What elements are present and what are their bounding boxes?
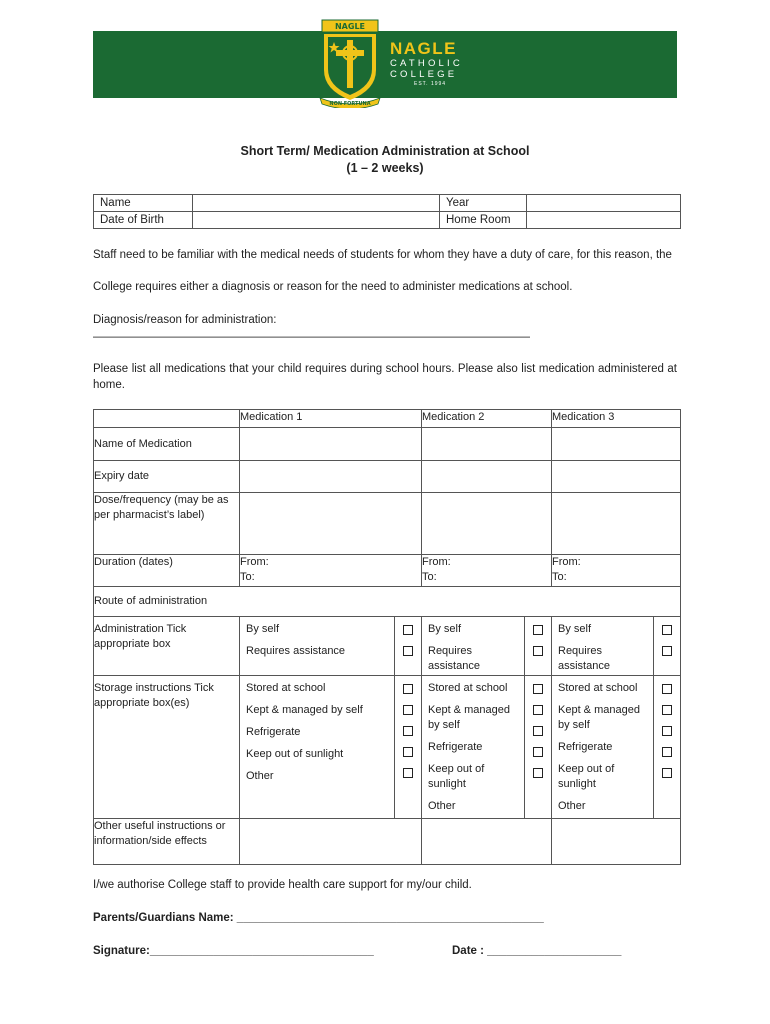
med2-duration-field[interactable] [422,555,552,587]
form-title-line1: Short Term/ Medication Administration at School [240,144,530,158]
med1-other-field[interactable] [240,819,422,865]
med2-other-checkbox[interactable] [533,768,543,778]
brand-line-college: COLLEGE [390,69,458,80]
med3-duration-field[interactable] [552,555,681,587]
date-field[interactable]: Date : _____________________ [452,945,622,957]
med3-expiry-field[interactable] [552,461,681,493]
row-label-expiry: Expiry date [94,461,240,493]
med2-admin-cell [422,617,552,676]
brand-block [390,40,463,88]
brand-est: EST. 1994 [414,81,447,87]
name-field[interactable] [193,195,440,212]
med3-dose-field[interactable] [552,493,681,555]
row-label-duration: Duration (dates) [94,555,240,587]
med3-other-checkbox[interactable] [662,768,672,778]
signature-field[interactable]: Signature:___________________________________ [93,945,374,957]
med2-by-self-checkbox[interactable] [533,625,543,635]
med2-keep-out-sunlight-checkbox[interactable] [533,747,543,757]
row-label-name: Name of Medication [94,428,240,461]
name-label: Name [94,195,193,212]
row-label-dose: Dose/frequency (may be as per pharmacist’s label) [94,493,240,555]
med2-other-field[interactable] [422,819,552,865]
to-label: To: [422,571,437,583]
storage-option-stored-at-school: Stored at school [246,682,326,694]
row-label-admin: Administration Tick appropriate box [94,617,240,676]
med2-requires-assistance-checkbox[interactable] [533,646,543,656]
admin-option-by-self: By self [428,623,462,635]
college-crest-logo [318,18,382,108]
from-label: From: [240,556,269,568]
med1-expiry-field[interactable] [240,461,422,493]
homeroom-field[interactable] [527,212,681,229]
med1-other-checkbox[interactable] [403,768,413,778]
med1-by-self-checkbox[interactable] [403,625,413,635]
diagnosis-line[interactable]: —————————————————————————————————————— [93,331,530,343]
svg-text:NON FORTUNA: NON FORTUNA [329,101,371,107]
med3-refrigerate-checkbox[interactable] [662,726,672,736]
dob-field[interactable] [193,212,440,229]
med1-admin-cell [240,617,422,676]
from-label: From: [422,556,451,568]
med1-refrigerate-checkbox[interactable] [403,726,413,736]
from-label: From: [552,556,581,568]
med3-other-field[interactable] [552,819,681,865]
med1-duration-field[interactable] [240,555,422,587]
form-title [0,143,770,177]
med2-stored-at-school-checkbox[interactable] [533,684,543,694]
med3-kept-managed-checkbox[interactable] [662,705,672,715]
authorise-statement: I/we authorise College staff to provide health care support for my/our child. [93,879,472,891]
med3-name-field[interactable] [552,428,681,461]
row-label-route: Route of administration [94,587,681,617]
med1-name-field[interactable] [240,428,422,461]
storage-option-keep-out-sunlight: Keep out of sunlight [428,763,485,790]
header-banner [93,31,677,98]
med2-expiry-field[interactable] [422,461,552,493]
storage-option-keep-out-sunlight: Keep out of sunlight [558,763,615,790]
storage-option-refrigerate: Refrigerate [246,726,301,738]
svg-text:NAGLE: NAGLE [334,22,366,31]
row-label-storage: Storage instructions Tick appropriate box(es) [94,676,240,819]
med3-keep-out-sunlight-checkbox[interactable] [662,747,672,757]
corner-cell [94,410,240,428]
intro-paragraph-2: College requires either a diagnosis or reason for the need to administer medications at school. [93,281,573,293]
med1-requires-assistance-checkbox[interactable] [403,646,413,656]
med1-keep-out-sunlight-checkbox[interactable] [403,747,413,757]
med2-refrigerate-checkbox[interactable] [533,726,543,736]
storage-option-other: Other [246,770,274,782]
storage-option-other: Other [558,800,586,812]
storage-option-refrigerate: Refrigerate [428,741,483,753]
med1-stored-at-school-checkbox[interactable] [403,684,413,694]
med3-by-self-checkbox[interactable] [662,625,672,635]
to-label: To: [240,571,255,583]
med2-kept-managed-checkbox[interactable] [533,705,543,715]
med3-storage-cell [552,676,681,819]
med2-storage-cell [422,676,552,819]
storage-option-stored-at-school: Stored at school [558,682,638,694]
storage-option-other: Other [428,800,456,812]
brand-line-catholic: CATHOLIC [390,58,463,69]
form-title-line2: (1 – 2 weeks) [346,161,424,175]
medications-table [93,409,681,865]
med-col-header-1: Medication 1 [240,410,422,428]
storage-option-refrigerate: Refrigerate [558,741,613,753]
med2-dose-field[interactable] [422,493,552,555]
intro-paragraph-1: Staff need to be familiar with the medical needs of students for whom they have a duty of care, for this reason, the [93,249,672,261]
storage-option-kept-managed: Kept & managed by self [428,704,510,731]
to-label: To: [552,571,567,583]
admin-option-by-self: By self [558,623,592,635]
row-label-other: Other useful instructions or information/side effects [94,819,240,865]
year-label: Year [440,195,527,212]
dob-label: Date of Birth [94,212,193,229]
admin-option-requires-assistance: Requires assistance [428,645,480,672]
storage-option-stored-at-school: Stored at school [428,682,508,694]
med1-storage-cell [240,676,422,819]
brand-name: NAGLE [390,39,457,58]
student-details-table [93,194,681,229]
list-instruction: Please list all medications that your child requires during school hours. Please also list medication administered at home. [93,363,677,391]
storage-option-kept-managed: Kept & managed by self [246,704,363,716]
admin-option-requires-assistance: Requires assistance [558,645,610,672]
storage-option-kept-managed: Kept & managed by self [558,704,640,731]
admin-option-requires-assistance: Requires assistance [246,645,346,657]
year-field[interactable] [527,195,681,212]
parents-guardians-name-field[interactable]: Parents/Guardians Name: ________________________________________________ [93,912,544,924]
diagnosis-label: Diagnosis/reason for administration: [93,314,277,326]
med-col-header-2: Medication 2 [422,410,552,428]
med1-kept-managed-checkbox[interactable] [403,705,413,715]
med1-dose-field[interactable] [240,493,422,555]
med3-stored-at-school-checkbox[interactable] [662,684,672,694]
homeroom-label: Home Room [440,212,527,229]
med-col-header-3: Medication 3 [552,410,681,428]
med3-admin-cell [552,617,681,676]
med3-requires-assistance-checkbox[interactable] [662,646,672,656]
admin-option-by-self: By self [246,623,280,635]
storage-option-keep-out-sunlight: Keep out of sunlight [246,748,344,760]
med2-name-field[interactable] [422,428,552,461]
